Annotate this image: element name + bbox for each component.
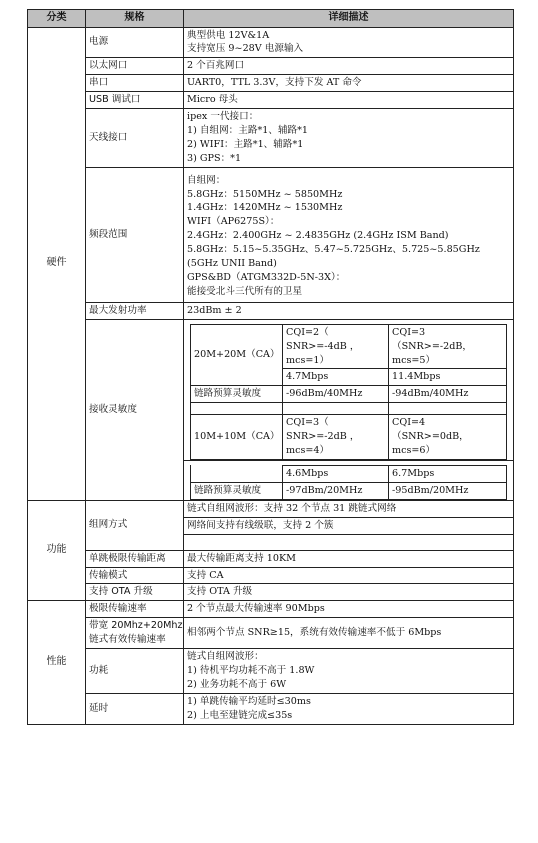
sensitivity-table-1 xyxy=(190,324,507,460)
detail-antenna xyxy=(184,109,514,168)
detail-tx-power: 23dBm ± 2 xyxy=(184,302,514,319)
row-serial xyxy=(28,75,514,92)
detail-usb: Micro 母头 xyxy=(184,92,514,109)
power-consumption-line-3: 2) 业务功耗不高于 6W xyxy=(187,678,287,690)
spec-network: 组网方式 xyxy=(86,500,184,550)
table-row xyxy=(191,415,507,460)
spec-ota: 支持 OTA 升级 xyxy=(86,584,184,601)
power-line-1: 典型供电 12V&1A xyxy=(187,29,270,41)
freq-mesh-2: 5.8GHz：5150MHz ~ 5850MHz xyxy=(187,188,343,200)
antenna-line-3: 2) WIFI：主路*1、辅路*1 xyxy=(187,138,304,150)
sens2-mode: 10M+10M（CA） xyxy=(191,415,283,460)
power-consumption-line-1: 链式自组网波形： xyxy=(187,651,264,663)
sens1-mode: 20M+20M（CA） xyxy=(191,324,283,386)
detail-single-hop: 最大传输距离支持 10KM xyxy=(184,550,514,567)
table-row xyxy=(191,465,507,482)
category-function: 功能 xyxy=(28,500,86,601)
sens2-cqi-b: CQI=4 （SNR>=0dB，mcs=6） xyxy=(389,415,507,460)
detail-power xyxy=(184,27,514,58)
row-chain-rate xyxy=(28,618,514,649)
latency-line-1: 1) 单跳传输平均延时≤30ms xyxy=(187,695,311,707)
sens2-budget-a: -97dBm/20MHz xyxy=(283,482,389,499)
row-ethernet xyxy=(28,58,514,75)
spec-latency: 延时 xyxy=(86,693,184,724)
freq-wifi-3: 5.8GHz：5.15~5.35GHz、5.47~5.725GHz、5.725~5.85GHz (5GHz UNII Band) xyxy=(187,244,480,270)
row-usb xyxy=(28,92,514,109)
sens1-cqi-b: CQI=3（SNR>=-2dB，mcs=5） xyxy=(389,324,507,369)
detail-serial: UART0，TTL 3.3V，支持下发 AT 命令 xyxy=(184,75,514,92)
spec-ethernet: 以太网口 xyxy=(86,58,184,75)
row-transfer-mode xyxy=(28,567,514,584)
row-latency xyxy=(28,693,514,724)
sens1-rate-a: 4.7Mbps xyxy=(283,369,389,386)
sens2-budget-label: 链路预算灵敏度 xyxy=(191,482,283,499)
chain-rate-name-1: 带宽 20Mhz+20Mhz xyxy=(89,620,183,632)
freq-mesh-1: 自组网： xyxy=(187,174,226,186)
detail-latency xyxy=(184,693,514,724)
header-detail: 详细描述 xyxy=(184,10,514,28)
freq-wifi-2: 2.4GHz：2.400GHz ~ 2.4835GHz (2.4GHz ISM Band) xyxy=(187,230,449,242)
table-row xyxy=(191,386,507,403)
chain-rate-name-2: 链式有效传输速率 xyxy=(89,634,166,646)
antenna-line-1: ipex 一代接口： xyxy=(187,111,259,123)
freq-mesh-3: 1.4GHz：1420MHz ~ 1530MHz xyxy=(187,202,343,214)
antenna-line-4: 3) GPS：*1 xyxy=(187,152,242,164)
sens2-rate-a: 4.6Mbps xyxy=(283,465,389,482)
freq-gps-1: GPS&BD（ATGM332D-5N-3X）： xyxy=(187,272,346,283)
latency-line-2: 2) 上电至建链完成≤35s xyxy=(187,709,293,721)
spec-chain-rate xyxy=(86,618,184,649)
sens1-cqi-a: CQI=2（ SNR>=-4dB ， mcs=1） xyxy=(283,324,389,369)
spec-transfer-mode: 传输模式 xyxy=(86,567,184,584)
row-power-consumption xyxy=(28,649,514,694)
spec-single-hop: 单跳极限传输距离 xyxy=(86,550,184,567)
detail-max-rate: 2 个节点最大传输速率 90Mbps xyxy=(184,601,514,618)
sens1-budget-b: -94dBm/40MHz xyxy=(389,386,507,403)
row-power xyxy=(28,27,514,58)
detail-power-consumption xyxy=(184,649,514,694)
row-single-hop xyxy=(28,550,514,567)
sens2-cqi-a: CQI=3（ SNR>=-2dB ， mcs=4） xyxy=(283,415,389,460)
sensitivity-table-2 xyxy=(190,465,507,500)
detail-sensitivity-cont xyxy=(184,460,514,500)
antenna-line-2: 1) 自组网：主路*1、辅路*1 xyxy=(187,124,309,136)
freq-wifi-1: WIFI（AP6275S）： xyxy=(187,216,280,228)
table-row xyxy=(191,324,507,369)
spec-usb: USB 调试口 xyxy=(86,92,184,109)
sens2-rate-spacer xyxy=(191,465,283,482)
detail-network-blank xyxy=(184,534,514,550)
sens1-rate-b: 11.4Mbps xyxy=(389,369,507,386)
spec-freq: 频段范围 xyxy=(86,167,184,302)
detail-network-2: 网络间支持有线级联，支持 2 个簇 xyxy=(184,517,514,534)
detail-chain-rate: 相邻两个节点 SNR≥15，系统有效传输速率不低于 6Mbps xyxy=(184,618,514,649)
spec-power-consumption: 功耗 xyxy=(86,649,184,694)
header-spec: 规格 xyxy=(86,10,184,28)
sens2-rate-b: 6.7Mbps xyxy=(389,465,507,482)
detail-ethernet: 2 个百兆网口 xyxy=(184,58,514,75)
detail-ota: 支持 OTA 升级 xyxy=(184,584,514,601)
row-ota xyxy=(28,584,514,601)
spec-max-rate: 极限传输速率 xyxy=(86,601,184,618)
row-sensitivity xyxy=(28,319,514,460)
freq-gps-2: 能接受北斗三代所有的卫星 xyxy=(187,285,303,297)
row-max-rate xyxy=(28,601,514,618)
row-antenna xyxy=(28,109,514,168)
table-row xyxy=(191,482,507,499)
row-freq xyxy=(28,167,514,302)
sens2-budget-b: -95dBm/20MHz xyxy=(389,482,507,499)
power-consumption-line-2: 1) 待机平均功耗不高于 1.8W xyxy=(187,664,315,676)
spec-antenna: 天线接口 xyxy=(86,109,184,168)
power-line-2: 支持宽压 9~28V 电源输入 xyxy=(187,43,304,55)
spec-sensitivity: 接收灵敏度 xyxy=(86,319,184,500)
spec-serial: 串口 xyxy=(86,75,184,92)
detail-transfer-mode: 支持 CA xyxy=(184,567,514,584)
header-category: 分类 xyxy=(28,10,86,28)
sens1-budget-a: -96dBm/40MHz xyxy=(283,386,389,403)
category-performance: 性能 xyxy=(28,601,86,724)
spec-table xyxy=(27,9,514,725)
category-hardware: 硬件 xyxy=(28,27,86,500)
table-row xyxy=(191,403,507,415)
sens1-budget-label: 链路预算灵敏度 xyxy=(191,386,283,403)
detail-freq xyxy=(184,167,514,302)
row-tx-power xyxy=(28,302,514,319)
spec-power: 电源 xyxy=(86,27,184,58)
spec-tx-power: 最大发射功率 xyxy=(86,302,184,319)
table-header-row xyxy=(28,10,514,28)
row-network-1 xyxy=(28,500,514,517)
detail-network-1: 链式自组网波形：支持 32 个节点 31 跳链式网络 xyxy=(184,500,514,517)
detail-sensitivity xyxy=(184,319,514,460)
